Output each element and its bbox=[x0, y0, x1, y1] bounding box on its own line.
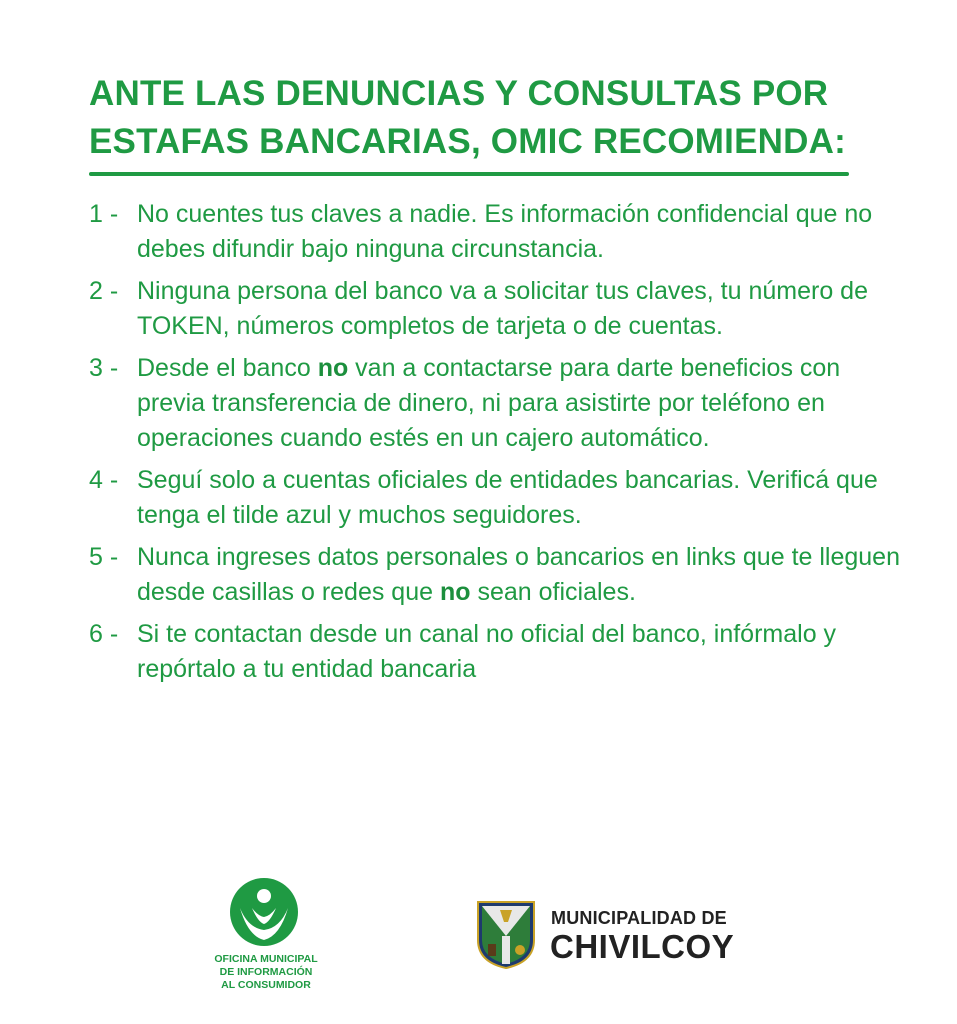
chivilcoy-crest-icon bbox=[476, 900, 536, 970]
item-text: No cuentes tus claves a nadie. Es información confidencial que no debes difundir bajo ninguna circunstancia. bbox=[137, 200, 873, 263]
title-divider bbox=[89, 172, 849, 176]
list-item bbox=[89, 351, 909, 456]
item-text: Seguí solo a cuentas oficiales de entidades bancarias. Verificá que tenga el tilde azul y muchos seguidores. bbox=[137, 466, 878, 529]
omic-emblem-icon bbox=[230, 878, 298, 946]
list-item bbox=[89, 274, 909, 344]
item-text-bold: no bbox=[317, 354, 349, 382]
municipality-label: MUNICIPALIDAD DE bbox=[551, 908, 727, 928]
item-text-before: Desde el banco bbox=[137, 354, 318, 382]
omic-name-line-1: OFICINA MUNICIPAL bbox=[214, 953, 318, 965]
item-number: 1 - bbox=[89, 200, 119, 228]
item-number: 6 - bbox=[89, 620, 119, 648]
item-number: 4 - bbox=[89, 466, 119, 494]
title-line-1: ANTE LAS DENUNCIAS Y CONSULTAS POR bbox=[89, 74, 829, 113]
municipality-name: CHIVILCOY bbox=[550, 928, 735, 965]
item-text: Si te contactan desde un canal no oficial del banco, infórmalo y repórtalo a tu entidad bancaria bbox=[137, 620, 837, 683]
item-text bbox=[137, 540, 909, 610]
omic-name bbox=[196, 953, 336, 992]
item-number: 3 - bbox=[89, 354, 119, 382]
list-item bbox=[89, 540, 909, 610]
page-title bbox=[89, 70, 889, 166]
list-item bbox=[89, 463, 909, 533]
item-text-after: van a contactarse para darte beneficios con previa transferencia de dinero, ni para asistirte por teléfono en operaciones cuando estés en un cajero automático. bbox=[137, 354, 841, 452]
item-text-before: Nunca ingreses datos personales o bancarios en links que te lleguen desde casillas o redes que bbox=[137, 543, 900, 606]
item-text: Ninguna persona del banco va a solicitar tus claves, tu número de TOKEN, números completos de tarjeta o de cuentas. bbox=[137, 277, 868, 340]
omic-name-line-3: AL CONSUMIDOR bbox=[221, 979, 311, 991]
title-line-2: ESTAFAS BANCARIAS, OMIC RECOMIENDA: bbox=[89, 122, 846, 161]
list-item bbox=[89, 197, 909, 267]
omic-name-line-2: DE INFORMACIÓN bbox=[219, 966, 313, 978]
list-item bbox=[89, 617, 909, 687]
recommendation-list bbox=[89, 197, 909, 694]
item-text bbox=[137, 351, 909, 456]
item-text-bold: no bbox=[439, 578, 471, 606]
item-number: 2 - bbox=[89, 277, 119, 305]
item-number: 5 - bbox=[89, 543, 119, 571]
item-text-after: sean oficiales. bbox=[470, 578, 636, 606]
omic-logo bbox=[196, 878, 336, 998]
municipality-logo bbox=[476, 898, 776, 974]
